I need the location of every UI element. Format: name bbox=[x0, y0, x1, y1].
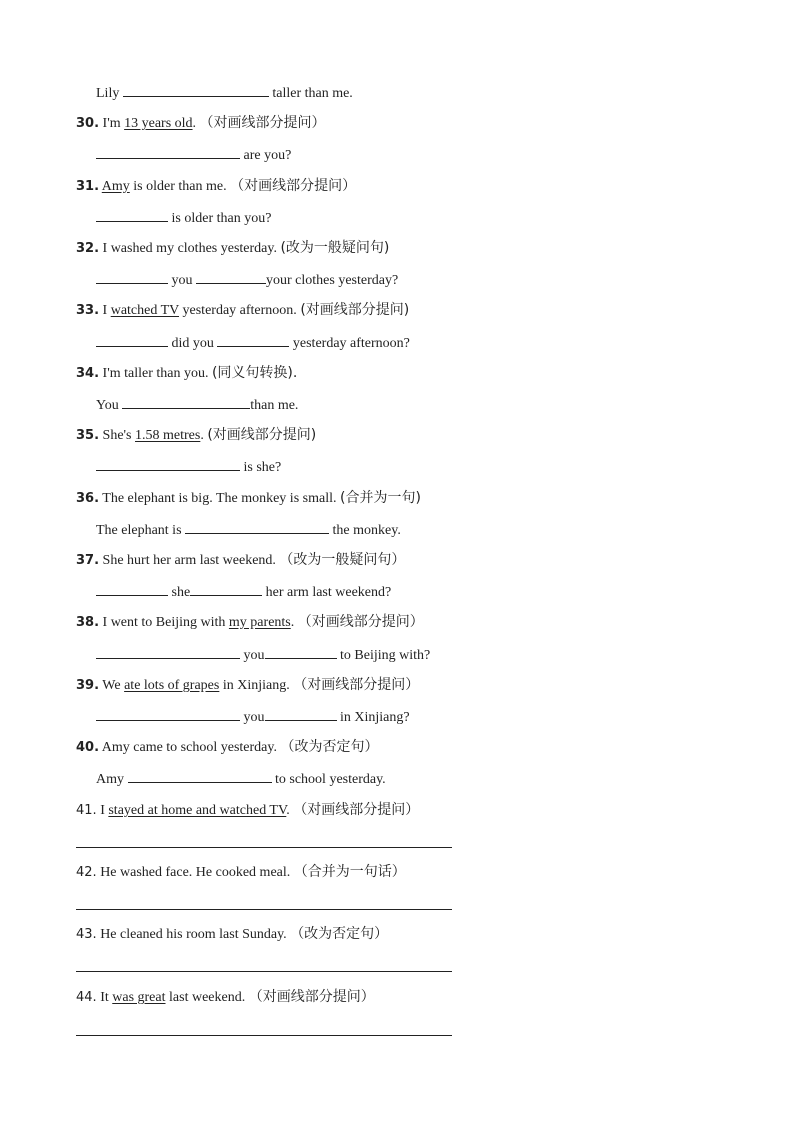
answer-blank[interactable] bbox=[96, 644, 240, 659]
answer-text: to Beijing with? bbox=[340, 648, 431, 663]
answer-text: to school yesterday. bbox=[275, 772, 386, 787]
q37-answer-line bbox=[96, 581, 391, 601]
question-text: . bbox=[290, 615, 295, 630]
answer-text: your clothes yesterday? bbox=[266, 273, 399, 288]
question-text: yesterday afternoon. bbox=[182, 303, 297, 318]
answer-blank[interactable] bbox=[185, 519, 329, 534]
answer-text: You bbox=[96, 398, 119, 413]
question-text: She's bbox=[102, 428, 132, 443]
question-31 bbox=[76, 176, 356, 196]
answer-blank[interactable] bbox=[96, 456, 240, 471]
answer-blank[interactable] bbox=[96, 332, 168, 347]
question-text: I'm bbox=[102, 116, 121, 131]
q32-answer-line bbox=[96, 269, 398, 289]
question-35 bbox=[76, 425, 316, 445]
answer-text: did you bbox=[171, 336, 214, 351]
q39-answer-line bbox=[96, 706, 410, 726]
question-text: I washed my clothes yesterday. bbox=[102, 241, 277, 256]
answer-text: than me. bbox=[250, 398, 299, 413]
answer-blank[interactable] bbox=[122, 394, 250, 409]
answer-blank[interactable] bbox=[96, 706, 240, 721]
answer-text: you bbox=[243, 710, 265, 725]
answer-blank[interactable] bbox=[96, 144, 240, 159]
question-number: 38. bbox=[76, 615, 100, 630]
underlined-text: ate lots of grapes bbox=[124, 678, 220, 693]
q34-answer-line bbox=[96, 394, 298, 414]
question-text: I'm taller than you. bbox=[102, 366, 209, 381]
question-text: Amy came to school yesterday. bbox=[101, 740, 277, 755]
instruction-hint: (同义句转换). bbox=[211, 365, 298, 381]
answer-blank[interactable] bbox=[96, 269, 168, 284]
question-text: I bbox=[100, 803, 105, 818]
instruction-hint: （改为一般疑问句） bbox=[279, 552, 406, 568]
answer-blank[interactable] bbox=[196, 269, 266, 284]
question-text: I went to Beijing with bbox=[102, 615, 226, 630]
question-number: 30. bbox=[76, 116, 100, 131]
answer-text: you bbox=[171, 273, 193, 288]
question-text: It bbox=[100, 990, 109, 1005]
instruction-hint: （对画线部分提问） bbox=[293, 677, 420, 693]
question-number: 32. bbox=[76, 241, 100, 256]
question-text: . bbox=[192, 116, 197, 131]
question-36 bbox=[76, 488, 421, 508]
answer-line-rule[interactable] bbox=[76, 909, 452, 910]
instruction-hint: （对画线部分提问） bbox=[230, 178, 357, 194]
answer-blank[interactable] bbox=[265, 644, 337, 659]
answer-blank[interactable] bbox=[96, 581, 168, 596]
question-text: . bbox=[200, 428, 204, 443]
question-number: 36. bbox=[76, 491, 100, 506]
question-text: She hurt her arm last weekend. bbox=[102, 553, 276, 568]
question-41 bbox=[76, 800, 419, 820]
question-30 bbox=[76, 113, 326, 133]
answer-line-rule[interactable] bbox=[76, 1035, 452, 1036]
answer-blank[interactable] bbox=[96, 207, 168, 222]
question-number: 42. bbox=[76, 865, 97, 880]
question-text: I bbox=[102, 303, 108, 318]
question-text: We bbox=[102, 678, 121, 693]
answer-text: yesterday afternoon? bbox=[292, 336, 410, 351]
underlined-text: watched TV bbox=[110, 303, 180, 318]
instruction-hint: （改为否定句） bbox=[280, 739, 379, 755]
question-number: 37. bbox=[76, 553, 100, 568]
question-number: 40. bbox=[76, 740, 100, 755]
instruction-hint: （对画线部分提问） bbox=[248, 989, 375, 1005]
answer-text: Amy bbox=[96, 772, 124, 787]
question-40 bbox=[76, 737, 378, 757]
instruction-hint: （对画线部分提问） bbox=[293, 802, 420, 818]
instruction-hint: (对画线部分提问) bbox=[207, 427, 317, 443]
answer-text: her arm last weekend? bbox=[265, 585, 392, 600]
question-34 bbox=[76, 363, 297, 383]
instruction-hint: (对画线部分提问) bbox=[300, 302, 410, 318]
underlined-text: 13 years old bbox=[124, 116, 193, 131]
answer-text: is older than you? bbox=[171, 211, 272, 226]
instruction-hint: （对画线部分提问） bbox=[297, 614, 424, 630]
instruction-hint: (合并为一句) bbox=[339, 490, 421, 506]
q30-answer-line bbox=[96, 144, 291, 164]
answer-blank[interactable] bbox=[217, 332, 289, 347]
answer-text: the monkey. bbox=[332, 523, 401, 538]
answer-blank[interactable] bbox=[128, 768, 272, 783]
underlined-text: Amy bbox=[101, 179, 130, 194]
q36-answer-line bbox=[96, 519, 401, 539]
answer-text: The elephant is bbox=[96, 523, 182, 538]
answer-text: are you? bbox=[243, 148, 292, 163]
question-39 bbox=[76, 675, 419, 695]
answer-text: is she? bbox=[243, 460, 282, 475]
question-43 bbox=[76, 924, 388, 944]
question-33 bbox=[76, 300, 409, 320]
q33-answer-line bbox=[96, 332, 410, 352]
question-number: 34. bbox=[76, 366, 100, 381]
question-text: last weekend. bbox=[169, 990, 246, 1005]
answer-line-rule[interactable] bbox=[76, 971, 452, 972]
question-37 bbox=[76, 550, 405, 570]
question-text: in Xinjiang. bbox=[222, 678, 290, 693]
q40-answer-line bbox=[96, 768, 386, 788]
question-number: 31. bbox=[76, 179, 100, 194]
instruction-hint: （合并为一句话） bbox=[293, 864, 406, 880]
q29-answer-start: Lily bbox=[96, 86, 120, 101]
question-32 bbox=[76, 238, 389, 258]
question-44 bbox=[76, 987, 375, 1007]
answer-text: you bbox=[243, 648, 265, 663]
answer-blank[interactable] bbox=[190, 581, 262, 596]
question-number: 41. bbox=[76, 803, 97, 818]
question-number: 39. bbox=[76, 678, 100, 693]
question-text: He cleaned his room last Sunday. bbox=[100, 927, 287, 942]
question-number: 44. bbox=[76, 990, 97, 1005]
q35-answer-line bbox=[96, 456, 281, 476]
underlined-text: my parents bbox=[228, 615, 291, 630]
question-number: 35. bbox=[76, 428, 100, 443]
answer-blank[interactable] bbox=[123, 82, 269, 97]
question-text: is older than me. bbox=[133, 179, 227, 194]
q38-answer-line bbox=[96, 644, 430, 664]
q29-answer-end: taller than me. bbox=[272, 86, 353, 101]
question-number: 33. bbox=[76, 303, 100, 318]
underlined-text: was great bbox=[112, 990, 166, 1005]
question-text: . bbox=[286, 803, 290, 818]
underlined-text: 1.58 metres bbox=[135, 428, 201, 443]
question-text: The elephant is big. The monkey is small. bbox=[102, 491, 337, 506]
q31-answer-line bbox=[96, 207, 271, 227]
answer-text: she bbox=[171, 585, 191, 600]
question-38 bbox=[76, 612, 424, 632]
question-text: He washed face. He cooked meal. bbox=[100, 865, 291, 880]
question-42 bbox=[76, 862, 406, 882]
question-number: 43. bbox=[76, 927, 97, 942]
answer-line-rule[interactable] bbox=[76, 847, 452, 848]
instruction-hint: （对画线部分提问） bbox=[199, 115, 326, 131]
answer-blank[interactable] bbox=[265, 706, 337, 721]
instruction-hint: （改为否定句） bbox=[290, 926, 389, 942]
instruction-hint: (改为一般疑问句) bbox=[280, 240, 390, 256]
answer-text: in Xinjiang? bbox=[340, 710, 410, 725]
underlined-text: stayed at home and watched TV bbox=[108, 803, 287, 818]
q29-answer-line bbox=[96, 82, 353, 102]
